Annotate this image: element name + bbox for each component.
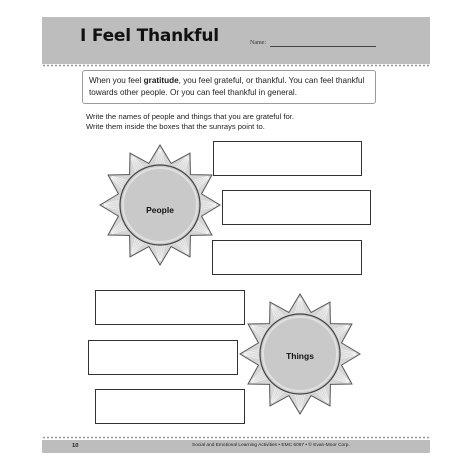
instructions-line-2: Write them inside the boxes that the sunrays point to. bbox=[86, 121, 265, 131]
page-number: 10 bbox=[72, 443, 79, 449]
footer-dotted-border bbox=[42, 436, 430, 439]
definition-line-1: When you feel gratitude, you feel grateful, or thankful. You can feel thankful bbox=[89, 76, 365, 85]
things-sun bbox=[238, 292, 362, 416]
people-box-3[interactable] bbox=[212, 240, 362, 275]
name-label: Name: bbox=[250, 40, 266, 46]
people-box-1[interactable] bbox=[213, 141, 362, 176]
definition-line-2: towards other people. Or you can feel thankful in general. bbox=[89, 87, 297, 97]
footer-credit: Social and Emotional Learning Activities • EMC 6097 • © Evan-Moor Corp. bbox=[192, 443, 350, 448]
things-box-2[interactable] bbox=[88, 340, 238, 375]
definition-box bbox=[82, 70, 376, 104]
people-box-2[interactable] bbox=[222, 190, 371, 225]
things-label: Things bbox=[286, 351, 314, 361]
instructions-line-1: Write the names of people and things that you are grateful for. bbox=[86, 112, 294, 121]
name-field[interactable] bbox=[270, 46, 376, 47]
things-box-1[interactable] bbox=[95, 290, 245, 325]
people-label: People bbox=[146, 205, 174, 215]
definition-keyword: gratitude bbox=[143, 76, 179, 85]
instructions bbox=[86, 112, 406, 131]
page-title: I Feel Thankful bbox=[80, 26, 219, 46]
people-sun bbox=[98, 143, 222, 267]
things-box-3[interactable] bbox=[95, 389, 245, 424]
header-dotted-border bbox=[42, 64, 430, 67]
